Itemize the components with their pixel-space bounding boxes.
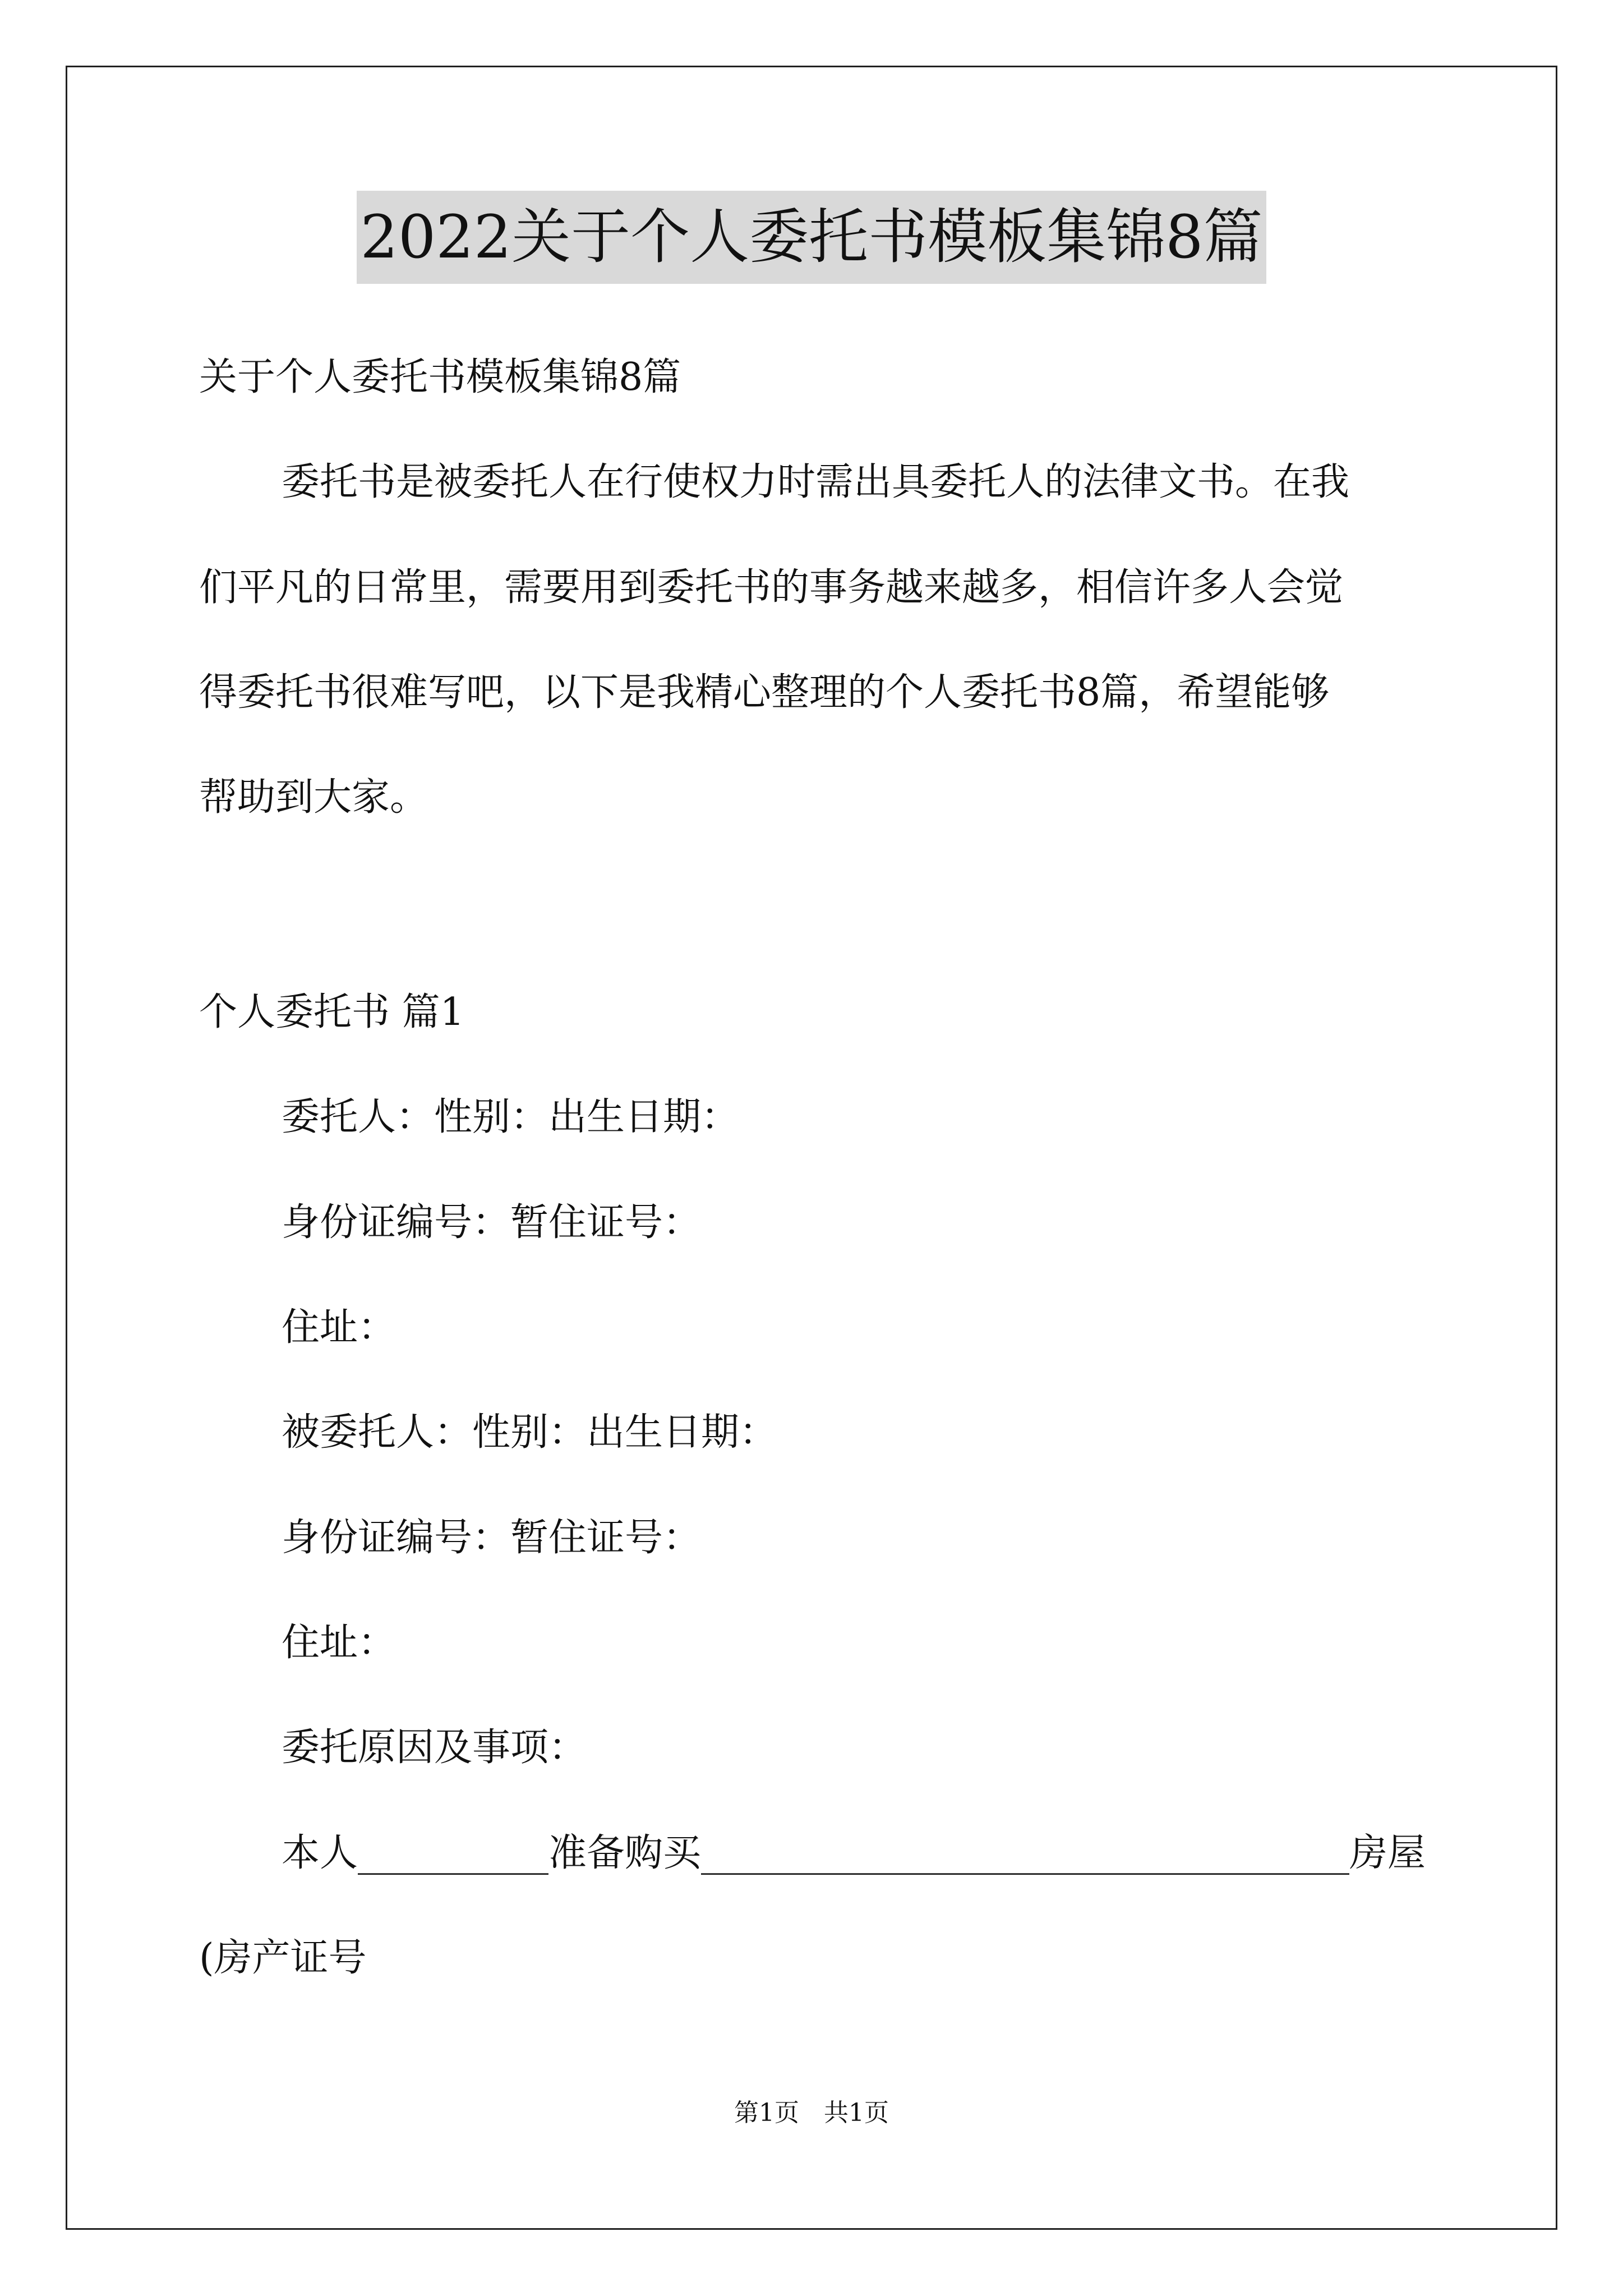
field-line-2: 身份证编号：暂住证号： bbox=[282, 1200, 702, 1245]
section-heading: 个人委托书 篇1 bbox=[199, 990, 464, 1034]
intro-line-4: 帮助到大家。 bbox=[199, 775, 428, 820]
field-line-7: 委托原因及事项： bbox=[282, 1726, 587, 1770]
title-container bbox=[0, 191, 1623, 284]
field-line-1: 委托人：性别：出生日期： bbox=[282, 1095, 740, 1139]
field-line-6: 住址： bbox=[282, 1621, 396, 1665]
field-line-8: 本人__________准备购买__________________________________房屋 bbox=[282, 1831, 1426, 1875]
field-line-5: 身份证编号：暂住证号： bbox=[282, 1516, 702, 1560]
intro-line-3: 得委托书很难写吧，以下是我精心整理的个人委托书8篇，希望能够 bbox=[199, 670, 1330, 715]
intro-line-2: 们平凡的日常里，需要用到委托书的事务越来越多，相信许多人会觉 bbox=[199, 565, 1344, 610]
document-title: 2022关于个人委托书模板集锦8篇 bbox=[357, 191, 1266, 284]
document-subtitle: 关于个人委托书模板集锦8篇 bbox=[199, 355, 681, 399]
field-line-4: 被委托人：性别：出生日期： bbox=[282, 1410, 778, 1455]
intro-line-1: 委托书是被委托人在行使权力时需出具委托人的法律文书。在我 bbox=[282, 460, 1350, 504]
page-footer: 第1页 共1页 bbox=[734, 2099, 889, 2127]
field-line-9: (房产证号 bbox=[199, 1936, 367, 1980]
field-line-3: 住址： bbox=[282, 1305, 396, 1350]
